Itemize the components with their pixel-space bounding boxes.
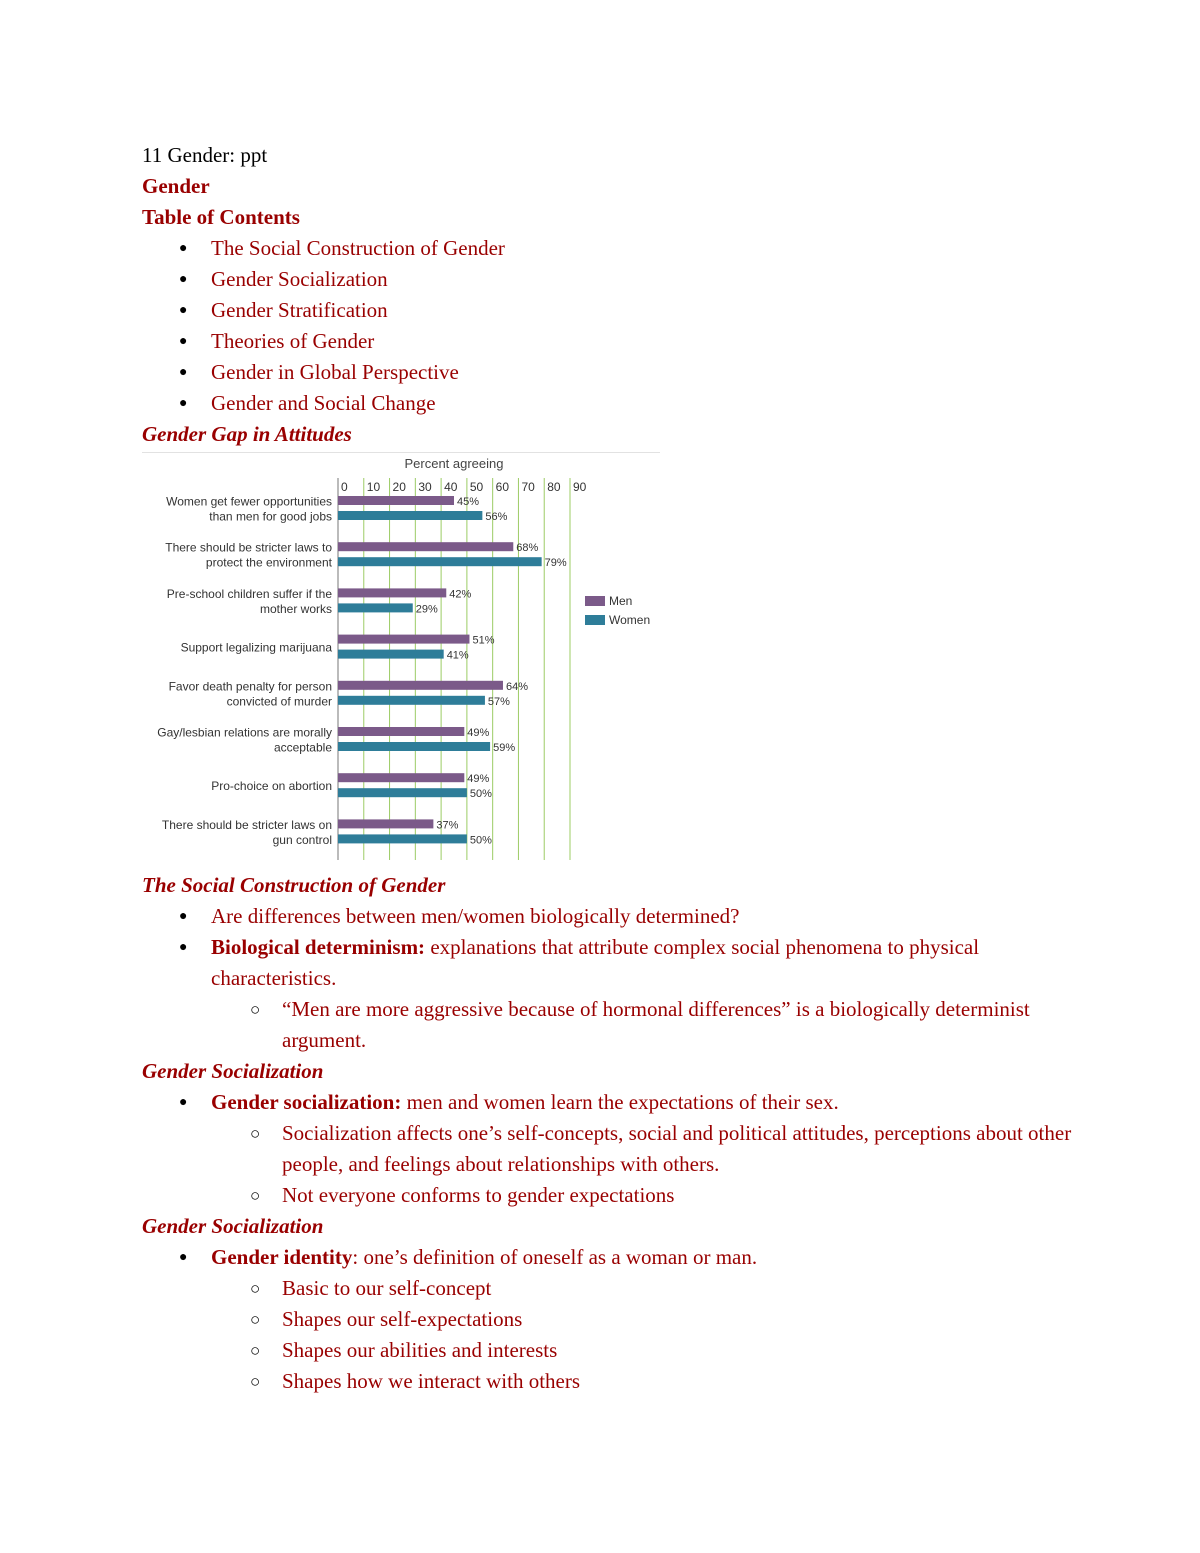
bar-women — [338, 557, 542, 566]
bar-men — [338, 819, 433, 828]
gender-gap-chart — [142, 450, 662, 870]
category-label: gun control — [272, 832, 332, 847]
category-label: than men for good jobs — [209, 509, 332, 524]
document-title: 11 Gender: ppt — [142, 143, 268, 167]
bar-women — [338, 742, 490, 751]
x-tick-label: 80 — [547, 480, 561, 494]
category-label: protect the environment — [205, 555, 332, 570]
bullet-icon: ● — [179, 1095, 188, 1110]
circle-bullet-icon: ○ — [250, 1124, 261, 1143]
bullet-icon: ● — [179, 396, 188, 411]
legend-label: Women — [609, 613, 651, 627]
bar-men — [338, 635, 469, 644]
data-label: 56% — [485, 511, 508, 523]
sub-list-item: ○ Socialization affects one’s self-concepts, social and political attitudes, perceptions about other people, and feelings about relationships with others. — [142, 1118, 1102, 1180]
x-tick-label: 0 — [341, 480, 348, 494]
sub-list-item: ○ Not everyone conforms to gender expectations — [142, 1180, 1102, 1211]
bar-men — [338, 542, 513, 551]
bar-men — [338, 681, 503, 690]
circle-bullet-icon: ○ — [250, 1279, 261, 1298]
bar-women — [338, 834, 467, 843]
legend-swatch — [585, 615, 605, 625]
bar-women — [338, 650, 444, 659]
data-label: 45% — [457, 496, 480, 508]
list-item: ● Gender identity: one’s definition of oneself as a woman or man. — [142, 1242, 1102, 1273]
data-label: 57% — [487, 695, 510, 708]
circle-bullet-icon: ○ — [250, 1341, 261, 1360]
toc-item[interactable]: ● Gender Socialization — [142, 264, 1102, 295]
bullet-icon: ● — [179, 303, 188, 318]
bar-women — [338, 696, 485, 705]
data-label: 29% — [415, 603, 438, 616]
term-gender-socialization: Gender socialization: — [211, 1090, 402, 1114]
data-label: 79% — [544, 557, 567, 570]
category-label: Pre-school children suffer if the — [166, 586, 332, 601]
legend-label: Men — [609, 594, 633, 608]
section2-list — [142, 1087, 1102, 1211]
x-tick-label: 50 — [469, 480, 484, 494]
bar-women — [338, 788, 467, 797]
category-label: Gay/lesbian relations are morally — [157, 725, 332, 740]
category-label: mother works — [259, 601, 332, 616]
category-label: Support legalizing marijuana — [180, 640, 332, 655]
x-tick-label: 70 — [521, 480, 535, 494]
category-label: acceptable — [273, 740, 332, 755]
sub-list-item: ○ Basic to our self-concept — [142, 1273, 1102, 1304]
category-label: Women get fewer opportunities — [166, 494, 332, 509]
toc-item[interactable]: ● Gender and Social Change — [142, 388, 1102, 419]
x-tick-label: 90 — [573, 480, 587, 494]
bar-women — [338, 603, 413, 612]
list-item: ● Biological determinism: explanations that attribute complex social phenomena to physical characteristics. — [142, 932, 1102, 994]
legend-swatch — [585, 596, 605, 606]
data-label: 42% — [449, 588, 472, 601]
circle-bullet-icon: ○ — [250, 1186, 261, 1205]
heading-gender-socialization-2: Gender Socialization — [142, 1214, 324, 1238]
toc-item[interactable]: ● Gender in Global Perspective — [142, 357, 1102, 388]
data-label: 68% — [516, 542, 539, 555]
data-label: 51% — [472, 634, 495, 647]
x-tick-label: 10 — [366, 480, 381, 494]
sub-list-item: ○ Shapes our self-expectations — [142, 1304, 1102, 1335]
x-tick-label: 20 — [392, 480, 406, 494]
category-label: convicted of murder — [226, 694, 332, 709]
category-label: There should be stricter laws to — [165, 540, 332, 555]
chart-svg — [142, 450, 662, 870]
bar-men — [338, 773, 464, 782]
heading-social-construction: The Social Construction of Gender — [142, 873, 446, 897]
document-page — [142, 140, 1102, 1397]
bullet-icon: ● — [179, 909, 188, 924]
toc-item[interactable]: ● Gender Stratification — [142, 295, 1102, 326]
list-item: ● Gender socialization: men and women learn the expectations of their sex. — [142, 1087, 1102, 1118]
category-label: Favor death penalty for person — [168, 679, 332, 694]
bar-men — [338, 727, 464, 736]
category-label: There should be stricter laws on — [161, 817, 332, 832]
heading-gender-socialization-1: Gender Socialization — [142, 1059, 324, 1083]
data-label: 37% — [436, 819, 459, 832]
data-label: 50% — [469, 788, 492, 801]
bullet-icon: ● — [179, 241, 188, 256]
bar-women — [338, 511, 482, 520]
bullet-icon: ● — [179, 365, 188, 380]
heading-gender: Gender — [142, 174, 210, 198]
data-label: 41% — [446, 649, 469, 662]
sub-list-item: ○ Shapes our abilities and interests — [142, 1335, 1102, 1366]
chart-title: Percent agreeing — [404, 456, 504, 471]
circle-bullet-icon: ○ — [250, 1372, 261, 1391]
data-label: 64% — [505, 680, 529, 693]
x-tick-label: 30 — [418, 480, 432, 494]
x-tick-label: 60 — [495, 480, 510, 494]
toc-item[interactable]: ● The Social Construction of Gender — [142, 233, 1102, 264]
bullet-icon: ● — [179, 334, 188, 349]
data-label: 49% — [467, 773, 490, 786]
section1-list — [142, 901, 1102, 1056]
sub-list-item: ○ Shapes how we interact with others — [142, 1366, 1102, 1397]
toc-item[interactable]: ● Theories of Gender — [142, 326, 1102, 357]
heading-table-of-contents: Table of Contents — [142, 205, 300, 229]
toc-list — [142, 233, 1102, 419]
category-label: Pro-choice on abortion — [211, 779, 332, 794]
term-gender-identity: Gender identity — [211, 1245, 353, 1269]
data-label: 59% — [493, 742, 516, 754]
bullet-icon: ● — [179, 1250, 188, 1265]
bar-men — [338, 496, 454, 505]
data-label: 49% — [467, 727, 490, 739]
term-biological-determinism: Biological determinism: — [211, 935, 426, 959]
x-tick-label: 40 — [444, 480, 458, 494]
list-item: ● Are differences between men/women biologically determined? — [142, 901, 1102, 932]
circle-bullet-icon: ○ — [250, 1000, 261, 1019]
bullet-icon: ● — [179, 940, 188, 955]
circle-bullet-icon: ○ — [250, 1310, 261, 1329]
bullet-icon: ● — [179, 272, 188, 287]
bar-men — [338, 588, 446, 597]
data-label: 50% — [469, 834, 492, 847]
chart-top-rule — [142, 452, 660, 453]
section3-list — [142, 1242, 1102, 1397]
sub-list-item: ○ “Men are more aggressive because of hormonal differences” is a biologically determinist argument. — [142, 994, 1102, 1056]
heading-gender-gap: Gender Gap in Attitudes — [142, 422, 352, 446]
